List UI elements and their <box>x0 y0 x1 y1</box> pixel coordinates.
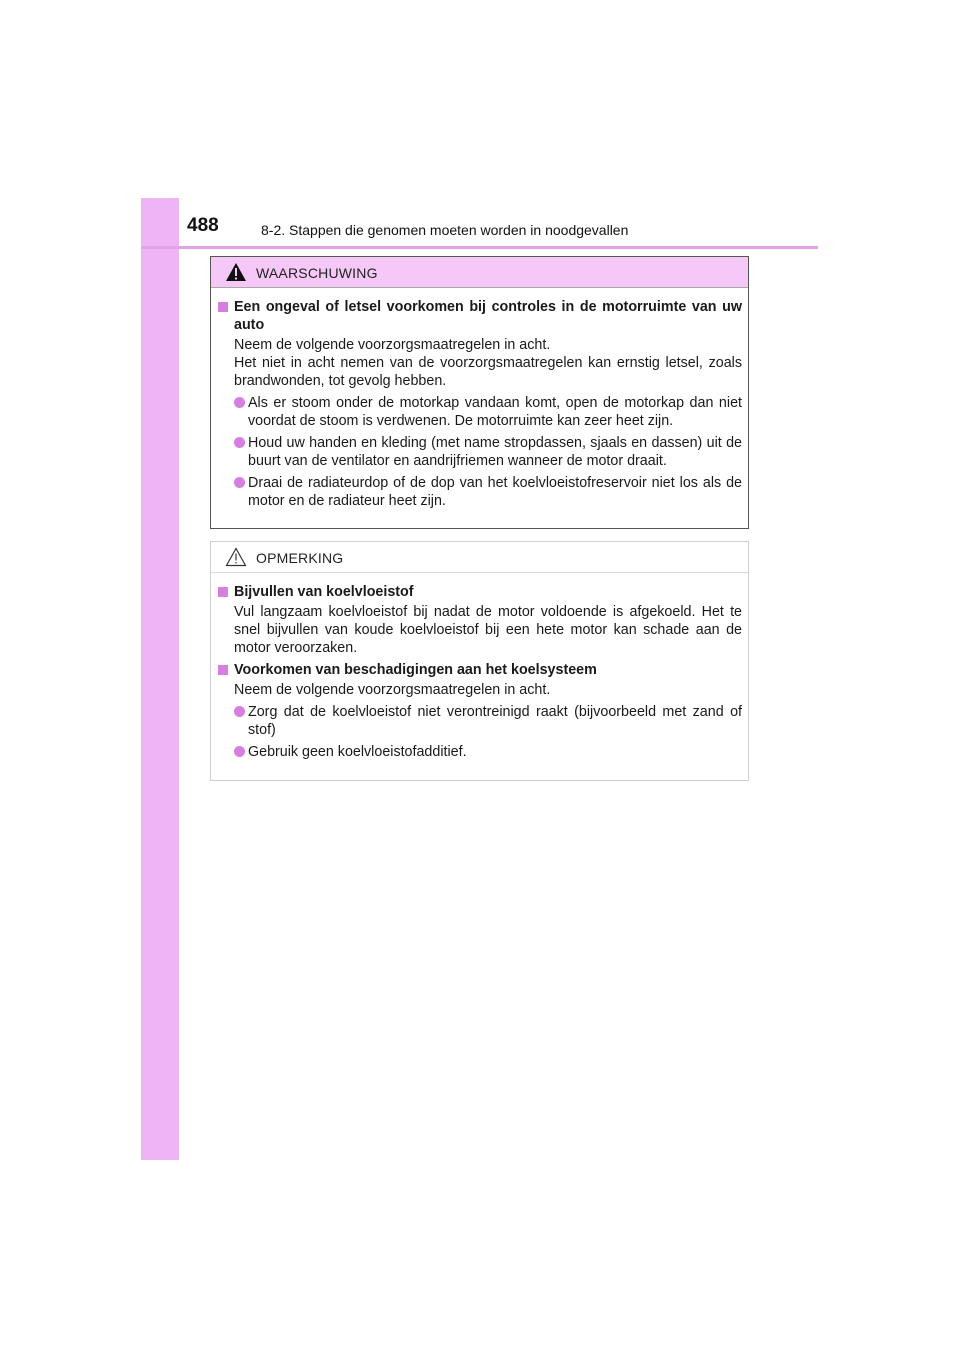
notice-heading-cooling-system: Voorkomen van beschadigingen aan het koelsysteem <box>217 661 742 679</box>
round-bullet-icon <box>234 746 245 757</box>
warning-bullet: Draai de radiateurdop of de dop van het koelvloeistofreservoir niet los als de motor en de radiateur heet zijn. <box>217 474 742 510</box>
warning-box-header <box>211 257 748 288</box>
round-bullet-icon <box>234 397 245 408</box>
warning-intro-1: Neem de volgende voorzorgsmaatregelen in acht. <box>234 337 551 353</box>
notice-text-coolant-refill: Vul langzaam koelvloeistof bij nadat de motor voldoende is afgekoeld. Het te snel bijvullen van koude koelvloeistof bij een hete motor kan schade aan de motor veroorzaken. <box>234 604 742 656</box>
square-bullet-icon <box>218 587 228 597</box>
notice-heading-coolant-refill: Bijvullen van koelvloeistof <box>217 583 742 601</box>
notice-bullet: Gebruik geen koelvloeistofadditief. <box>217 743 742 761</box>
warning-box <box>210 256 749 529</box>
warning-heading: Een ongeval of letsel voorkomen bij controles in de motorruimte van uw auto <box>217 298 742 334</box>
page-number: 488 <box>187 215 219 236</box>
notice-bullet: Zorg dat de koelvloeistof niet verontreinigd raakt (bijvoorbeeld met zand of stof) <box>217 703 742 739</box>
warning-triangle-icon <box>225 262 247 282</box>
caution-triangle-icon <box>225 547 247 567</box>
chapter-side-tab <box>141 198 179 1160</box>
square-bullet-icon <box>218 665 228 675</box>
round-bullet-icon <box>234 437 245 448</box>
square-bullet-icon <box>218 302 228 312</box>
notice-body <box>211 573 748 761</box>
notice-box-header <box>211 542 748 573</box>
notice-text-cooling-system: Neem de volgende voorzorgsmaatregelen in acht. <box>234 682 551 698</box>
page-header <box>141 212 818 249</box>
warning-body <box>211 288 748 510</box>
warning-title: WAARSCHUWING <box>256 265 378 281</box>
round-bullet-icon <box>234 477 245 488</box>
warning-bullet: Als er stoom onder de motorkap vandaan komt, open de motorkap dan niet voordat de stoom is verdwenen. De motorruimte kan zeer heet zijn. <box>217 394 742 430</box>
section-title: 8-2. Stappen die genomen moeten worden in noodgevallen <box>261 222 629 238</box>
warning-bullet: Houd uw handen en kleding (met name stropdassen, sjaals en dassen) uit de buurt van de ventilator en aandrijfriemen wanneer de motor draait. <box>217 434 742 470</box>
notice-title: OPMERKING <box>256 550 344 566</box>
warning-intro-2: Het niet in acht nemen van de voorzorgsmaatregelen kan ernstig letsel, zoals brandwonden, tot gevolg hebben. <box>234 355 742 389</box>
round-bullet-icon <box>234 706 245 717</box>
notice-box <box>210 541 749 781</box>
